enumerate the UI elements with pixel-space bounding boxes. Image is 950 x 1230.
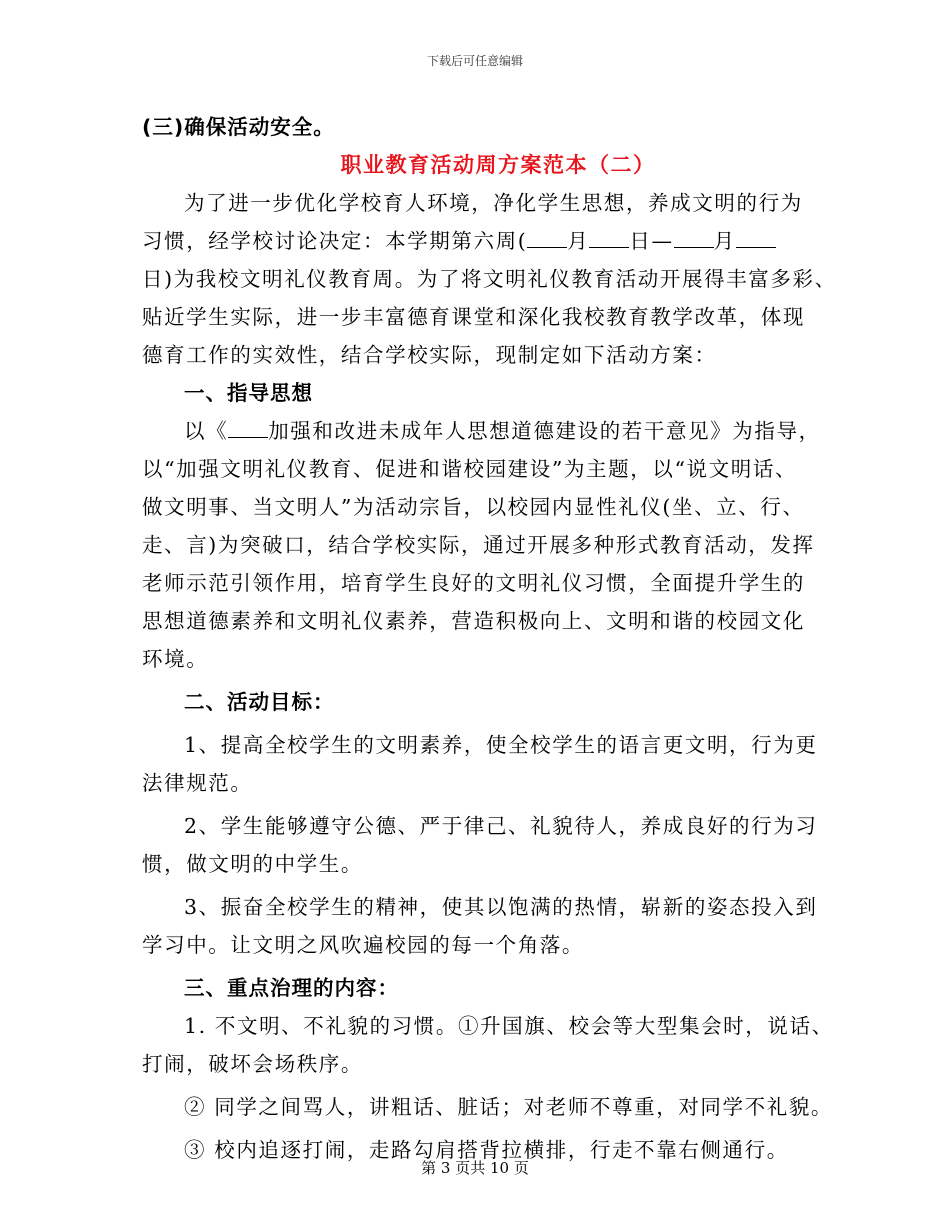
blank-line (674, 229, 714, 248)
blank-line (736, 229, 776, 248)
section-3-line-2: 打闹，破坏会场秩序。 (142, 1052, 363, 1076)
section-1-text: 以《 (184, 419, 229, 443)
goal-2-line-2: 惯，做文明的中学生。 (142, 852, 363, 876)
section-1-heading: 一、指导思想 (184, 381, 313, 405)
intro-line-5: 德育工作的实效性，结合学校实际，现制定如下活动方案： (142, 343, 717, 367)
intro-line-3: 日)为我校文明礼仪教育周。为了将文明礼仪教育活动开展得丰富多彩、 (142, 267, 837, 291)
section-1-line-6: 思想道德素养和文明礼仪素养，营造积极向上、文明和谐的校园文化 (142, 609, 805, 633)
blank-line (589, 229, 629, 248)
section-3-line-4: ③ 校内追逐打闹，走路勾肩搭背拉横排，行走不靠右侧通行。 (184, 1138, 789, 1162)
section-1-line-5: 老师示范引领作用，培育学生良好的文明礼仪习惯，全面提升学生的 (142, 571, 805, 595)
intro-text: 月 (567, 229, 590, 253)
page-header: 下载后可任意编辑 (426, 54, 523, 68)
section-2-heading: 二、活动目标： (184, 690, 335, 714)
intro-line-4: 贴近学生实际，进一步丰富德育课堂和深化我校教育教学改革，体现 (142, 305, 805, 329)
intro-line-1: 为了进一步优化学校育人环境，净化学生思想，养成文明的行为 (184, 191, 803, 215)
page-footer: 第 3 页共 10 页 (421, 1159, 529, 1177)
document-body (142, 108, 837, 1169)
section-1-line-4: 走、言)为突破口，结合学校实际，通过开展多种形式教育活动，发挥 (142, 533, 815, 557)
section-1-line-7: 环境。 (142, 647, 209, 671)
document-title: 职业教育活动周方案范本（二） (340, 153, 656, 177)
section-3-line-3: ② 同学之间骂人，讲粗话、脏话；对老师不尊重，对同学不礼貌。 (184, 1095, 834, 1119)
blank-line (527, 229, 567, 248)
section-1-text: 加强和改进未成年人思想道德建设的若干意见》为指导， (268, 419, 821, 443)
section-3-heading: 三、重点治理的内容： (184, 976, 399, 1000)
intro-line-2 (142, 222, 814, 260)
goal-2-line-1: 2、学生能够遵守公德、严于律己、礼貌待人，养成良好的行为习 (184, 814, 818, 838)
section-1-line-2: 以“加强文明礼仪教育、促进和谐校园建设”为主题，以“说文明话、 (142, 457, 798, 481)
goal-3-line-2: 学习中。让文明之风吹遍校园的每一个角落。 (142, 933, 584, 957)
blank-line (228, 419, 268, 438)
intro-text: 日— (629, 229, 674, 253)
section-1-line-1 (142, 412, 821, 450)
goal-3-line-1: 3、振奋全校学生的精神，使其以饱满的热情，崭新的姿态投入到 (184, 895, 818, 919)
intro-text: 习惯，经学校讨论决定：本学期第六周( (142, 229, 528, 253)
goal-1-line-1: 1、提高全校学生的文明素养，使全校学生的语言更文明，行为更 (184, 733, 818, 757)
section-3-line-1: 1. 不文明、不礼貌的习惯。①升国旗、校会等大型集会时，说话、 (184, 1014, 834, 1038)
section-1-line-3: 做文明事、当文明人”为活动宗旨，以校园内显性礼仪(坐、立、行、 (142, 495, 805, 519)
intro-text: 月 (713, 229, 736, 253)
goal-1-line-2: 法律规范。 (142, 771, 253, 795)
previous-section-item: (三)确保活动安全。 (142, 115, 335, 139)
